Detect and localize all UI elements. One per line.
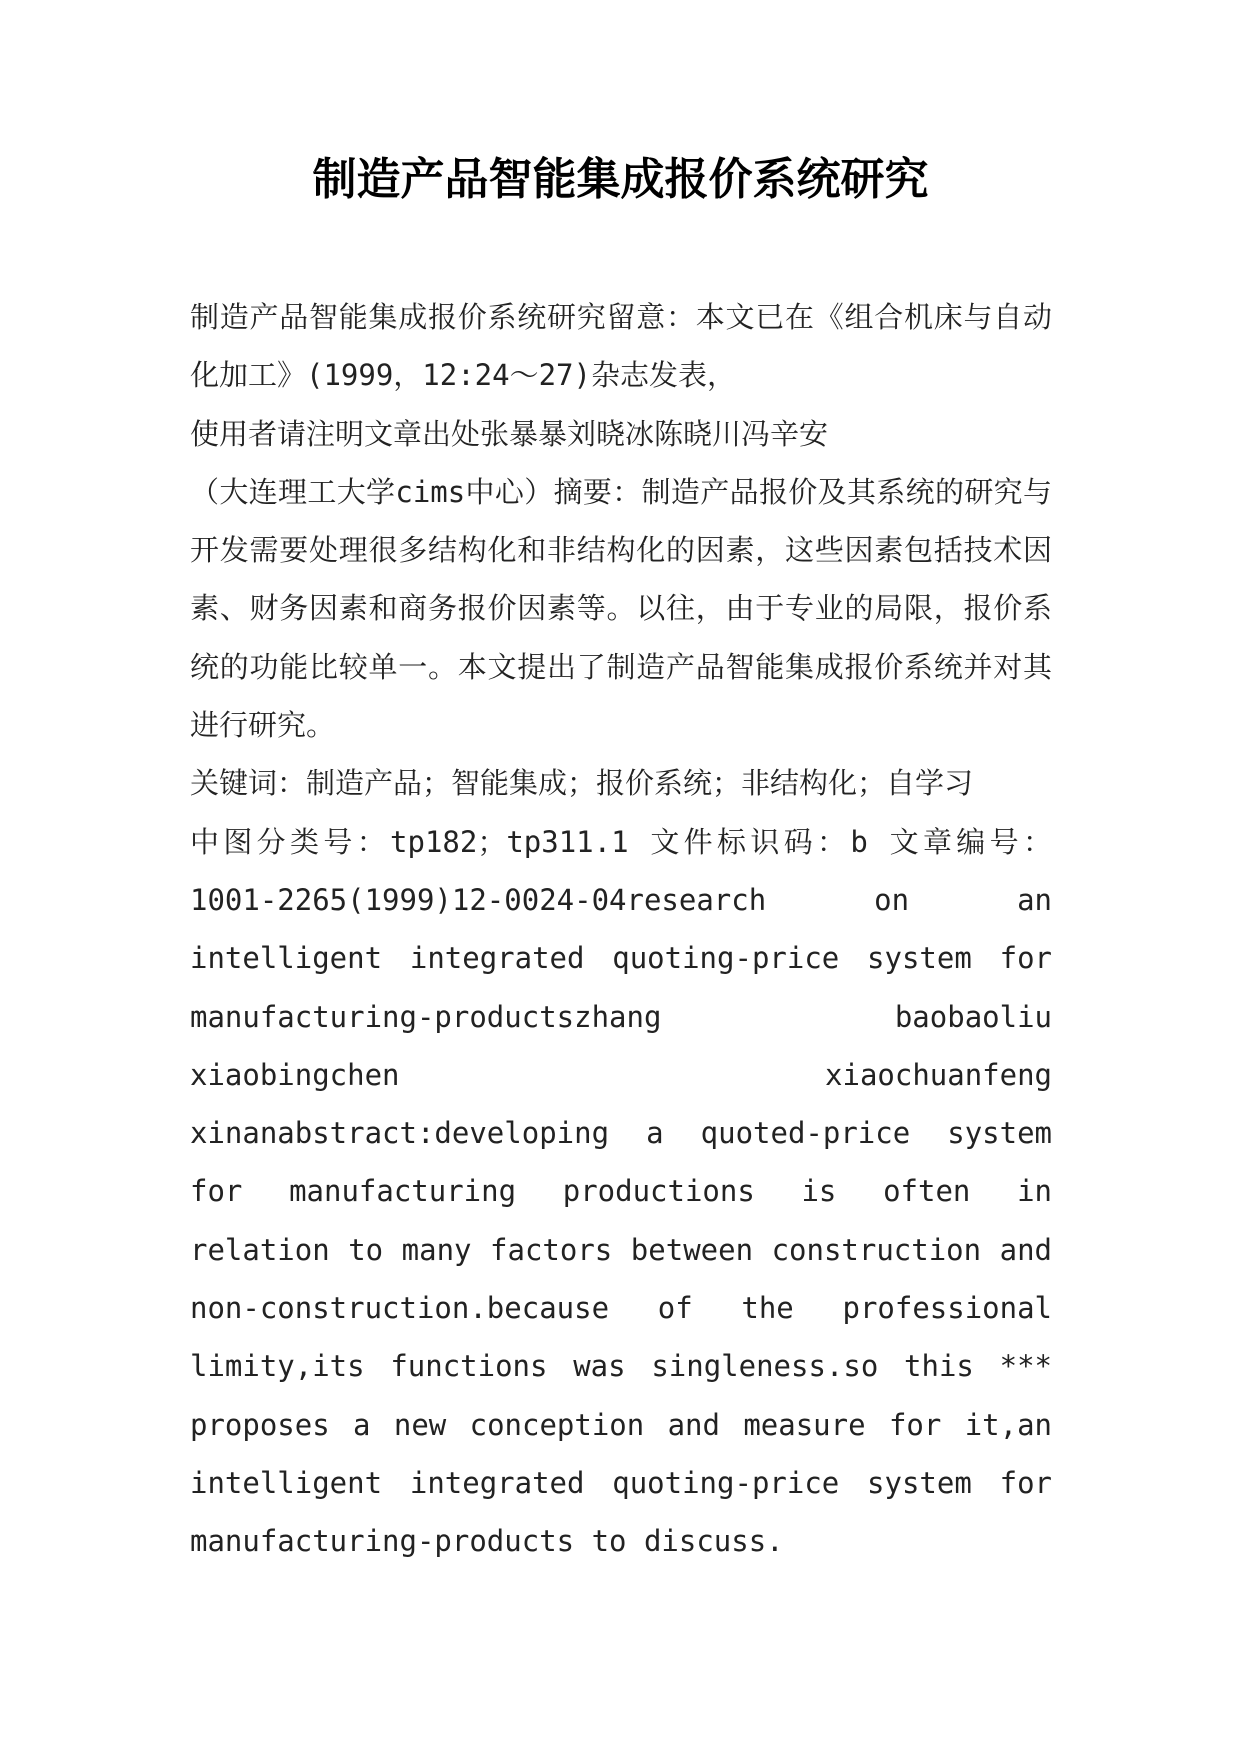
keywords-paragraph: 关键词：制造产品；智能集成；报价系统；非结构化；自学习 [190, 766, 974, 801]
document-body [190, 288, 1052, 1571]
classification-paragraph: 中图分类号：tp182；tp311.1 文件标识码：b 文章编号：1001-2265(1999)12-0024-04research on an intelligent integrated quoting-price system for manufacturing-productszhang baobaoliu xiaobingchen xiaochuanfeng xinanabstract:developing a quoted-price system for manufacturing productions is often in relation to many factors between construction and non-construction.because of the professional limity,its functions was singleness.so this *** proposes a new conception and measure for it,an intelligent integrated quoting-price system for manufacturing-products to discuss. [190, 824, 1052, 1559]
authors-line: 使用者请注明文章出处张暴暴刘晓冰陈晓川冯辛安 [190, 416, 829, 451]
intro-paragraph: 制造产品智能集成报价系统研究留意：本文已在《组合机床与自动化加工》(1999，12:24～27)杂志发表， [190, 300, 1052, 393]
document-title: 制造产品智能集成报价系统研究 [312, 154, 929, 205]
abstract-paragraph: （大连理工大学cims中心）摘要：制造产品报价及其系统的研究与开发需要处理很多结构化和非结构化的因素，这些因素包括技术因素、财务因素和商务报价因素等。以往，由于专业的局限，报价系统的功能比较单一。本文提出了制造产品智能集成报价系统并对其进行研究。 [190, 474, 1052, 743]
